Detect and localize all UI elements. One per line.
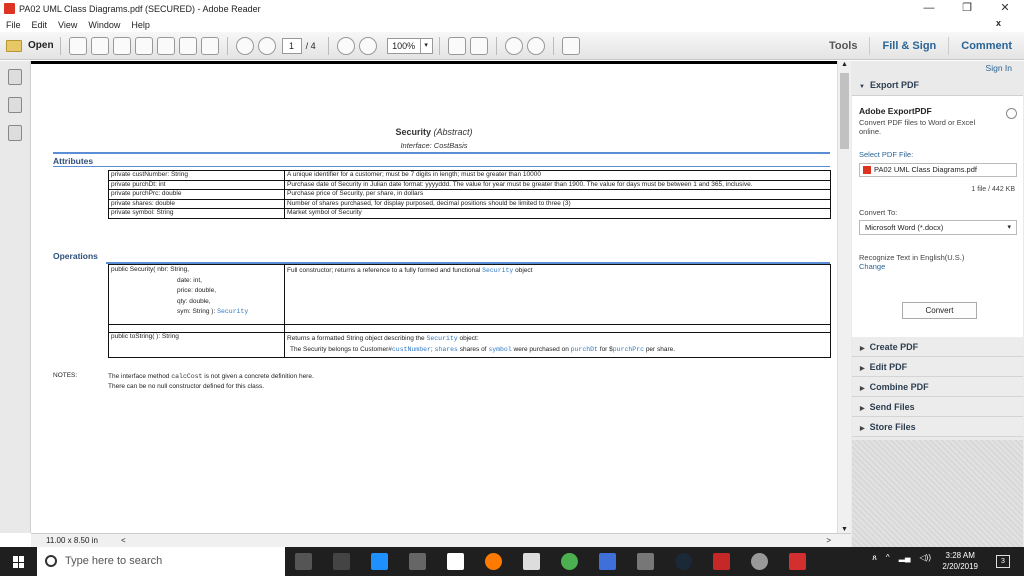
spacer-cell (285, 325, 831, 333)
interface-label: Interface: CostBasis (400, 141, 468, 150)
maximize-button[interactable]: ❐ (962, 2, 972, 14)
taskbar-apps (295, 553, 827, 570)
next-page-icon[interactable] (258, 37, 276, 55)
op-desc (285, 333, 831, 358)
panel-background (852, 440, 1023, 547)
convert-to-select[interactable] (859, 220, 1017, 235)
antivirus-icon[interactable] (713, 553, 730, 570)
change-language-link[interactable]: Change (859, 262, 886, 271)
attr-sig: private purchDt: int (109, 180, 285, 190)
table-row (109, 265, 831, 325)
pages-icon[interactable] (8, 97, 22, 113)
store-files-section[interactable] (852, 417, 1023, 437)
toolbar-separator (553, 37, 554, 55)
attr-desc: Purchase price of Security, per share, in dollars (285, 190, 831, 200)
attributes-rule (53, 166, 830, 167)
edge-icon[interactable] (371, 553, 388, 570)
section-label: Edit PDF (869, 362, 908, 372)
op-desc-text: shares of (459, 346, 487, 353)
sign-in-link[interactable]: Sign In (985, 63, 1012, 73)
open-button[interactable] (6, 40, 54, 52)
taskbar-search[interactable] (37, 547, 285, 576)
op-sig-line (111, 307, 282, 318)
op-desc-text: Full constructor; returns a reference to a fully formed and functional (287, 267, 481, 274)
zoom-input[interactable]: 100% (387, 38, 421, 54)
export-pdf-header[interactable] (859, 80, 919, 90)
tools-tab[interactable]: Tools (828, 40, 858, 52)
class-kind: (Abstract) (433, 127, 473, 137)
fullscreen-icon[interactable] (562, 37, 580, 55)
email-icon[interactable] (201, 37, 219, 55)
highlight-icon[interactable] (527, 37, 545, 55)
clock-date: 2/20/2019 (942, 562, 978, 571)
expanded-icon: ▼ (859, 84, 865, 90)
note-text: is not given a concrete definition here. (204, 373, 314, 380)
zoom-out-icon[interactable] (337, 37, 355, 55)
zoom-dropdown[interactable]: ▾ (421, 38, 433, 54)
note-line (108, 372, 314, 382)
network-icon[interactable]: ▂▄ (898, 553, 911, 562)
collapsed-icon: ▶ (860, 346, 865, 352)
op-desc (285, 265, 831, 325)
convert-to-label: Convert To: (859, 208, 898, 217)
lock-icon[interactable] (8, 69, 22, 85)
select-file-label: Select PDF File: (859, 150, 914, 159)
store-icon[interactable] (409, 553, 426, 570)
notes-label: NOTES: (53, 372, 78, 379)
export-title: Adobe ExportPDF (859, 106, 932, 116)
attr-sig: private purchPrc: double (109, 190, 285, 200)
send-files-section[interactable] (852, 397, 1023, 417)
op-sig-line: qty: double, (177, 297, 211, 305)
comment-icon[interactable] (505, 37, 523, 55)
attr-sig: private custNumber: String (109, 171, 285, 181)
operations-table (108, 264, 831, 358)
menu-view[interactable]: View (58, 19, 78, 30)
op-desc-code: symbol (488, 346, 512, 353)
table-row (109, 333, 831, 358)
table-row (109, 325, 831, 333)
op-desc-text: object: (459, 335, 479, 342)
document-view[interactable] (31, 61, 837, 533)
table-row (109, 190, 831, 200)
attributes-rule-top (53, 152, 830, 154)
class-title (31, 127, 837, 137)
page-top-border (31, 61, 837, 64)
toolbar-separator (328, 37, 329, 55)
table-row (109, 199, 831, 209)
folder-icon (6, 40, 22, 52)
op-sig (109, 265, 285, 325)
section-label: Store Files (869, 422, 916, 432)
tray-expand-icon[interactable]: ^ (885, 553, 890, 562)
op-desc-text: object (515, 267, 533, 274)
class-name: Security (395, 127, 431, 137)
window-title: PA02 UML Class Diagrams.pdf (SECURED) - Adobe Reader (19, 3, 261, 14)
cloud-upload-icon[interactable] (135, 37, 153, 55)
menu-bar (0, 17, 1024, 32)
people-icon[interactable]: ጸ (872, 553, 877, 562)
section-label: Create PDF (869, 342, 919, 352)
op-sig: public toString( ): String (109, 333, 285, 358)
adobe-reader-icon (4, 3, 15, 14)
scroll-up-icon[interactable]: ▲ (841, 61, 848, 68)
open-label: Open (28, 40, 54, 51)
task-view-icon[interactable] (333, 553, 350, 570)
save-icon[interactable] (157, 37, 175, 55)
toolbar-separator (227, 37, 228, 55)
chevron-down-icon: ▾ (1007, 224, 1011, 231)
firefox-icon[interactable] (485, 553, 502, 570)
page-total: / 4 (305, 40, 316, 51)
attr-desc: A unique identifier for a customer; must be 7 digits in length; must be greater than 10000 (285, 171, 831, 181)
menu-help[interactable]: Help (131, 19, 150, 30)
ocr-language (859, 253, 964, 271)
note-text: The interface method (108, 373, 170, 380)
table-row (109, 180, 831, 190)
toolbar-separator (60, 37, 61, 55)
table-row (109, 171, 831, 181)
menu-file[interactable]: File (6, 19, 21, 30)
attributes-table (108, 170, 831, 219)
create-pdf-section[interactable] (852, 337, 1023, 357)
toolbar (0, 32, 1024, 60)
word-icon[interactable] (599, 553, 616, 570)
attr-desc: Number of shares purchased, for display purposed, decimal positions should be limited to three (3) (285, 199, 831, 209)
steam-icon[interactable] (675, 553, 692, 570)
clock-time: 3:28 AM (945, 551, 975, 560)
scroll-down-icon[interactable]: ▼ (841, 526, 848, 533)
section-label: Combine PDF (869, 382, 929, 392)
alexa-icon[interactable] (637, 553, 654, 570)
convert-to-value: Microsoft Word (*.docx) (865, 223, 944, 232)
collapsed-icon: ▶ (860, 406, 865, 412)
menu-window[interactable]: Window (88, 19, 121, 30)
toolbar-separator (496, 37, 497, 55)
op-desc-text: ; (430, 346, 433, 353)
volume-icon[interactable]: ◁)) (919, 553, 931, 562)
op-desc-text: The Security belongs to Customer# (290, 346, 392, 353)
minimize-button[interactable]: — (923, 2, 935, 14)
attr-desc: Market symbol of Security (285, 209, 831, 219)
op-sig-text: sym: String ): (177, 308, 216, 315)
op-sig-line: date: int, (177, 276, 202, 284)
taskbar (0, 547, 1024, 576)
notification-icon[interactable]: 3 (996, 555, 1010, 568)
tools-panel (851, 61, 1024, 547)
status-bar (31, 533, 851, 547)
op-desc-code: shares (434, 346, 458, 353)
print-icon[interactable] (179, 37, 197, 55)
op-desc-line (287, 344, 828, 355)
adobe-reader-taskbar-icon[interactable] (789, 553, 806, 570)
page-dimensions: 11.00 x 8.50 in (46, 536, 98, 545)
op-desc-text: per share. (645, 346, 676, 353)
note-line: There can be no null constructor defined for this class. (108, 383, 265, 390)
microphone-icon[interactable] (295, 553, 312, 570)
op-desc-line (287, 333, 828, 344)
attributes-heading: Attributes (53, 156, 94, 166)
file-icon[interactable] (523, 553, 540, 570)
export-pdf-section (852, 95, 1023, 339)
search-icon (45, 555, 57, 567)
combine-pdf-section[interactable] (852, 377, 1023, 397)
windows-start-icon[interactable] (13, 556, 25, 568)
collapsed-icon: ▶ (860, 386, 865, 392)
settings-icon[interactable] (1006, 108, 1017, 119)
fit-page-icon[interactable] (448, 37, 466, 55)
title-bar (0, 0, 1024, 17)
op-desc-text: were purchased on (513, 346, 569, 353)
close-document-button[interactable]: x (995, 18, 1001, 28)
fit-width-icon[interactable] (470, 37, 488, 55)
convert-button[interactable]: Convert (902, 302, 977, 319)
section-label: Send Files (869, 402, 915, 412)
previous-page-icon[interactable] (236, 37, 254, 55)
op-desc-code: purchPrc (612, 346, 644, 353)
menu-edit[interactable]: Edit (31, 19, 48, 30)
collapsed-icon: ▶ (860, 426, 865, 432)
attr-sig: private symbol: String (109, 209, 285, 219)
attr-sig: private shares: double (109, 199, 285, 209)
chrome-icon[interactable] (561, 553, 578, 570)
zoom-in-icon[interactable] (359, 37, 377, 55)
table-row (109, 209, 831, 219)
notes-text (108, 372, 314, 392)
op-return-type: Security (217, 308, 249, 315)
note-code: calcCost (171, 373, 203, 380)
recognize-text: Recognize Text in English(U.S.) (859, 253, 965, 262)
navigation-pane (0, 61, 31, 533)
edit-pdf-section[interactable] (852, 357, 1023, 377)
attachment-icon[interactable] (8, 125, 22, 141)
search-placeholder: Type here to search (65, 555, 163, 567)
toolbar-separator (439, 37, 440, 55)
op-sig-line: price: double, (177, 287, 217, 294)
spacer-cell (109, 325, 285, 333)
export-description: Convert PDF files to Word or Excel online. (859, 118, 976, 136)
file-info: 1 file / 442 KB (971, 186, 1015, 193)
scroll-right-icon[interactable]: > (826, 536, 831, 545)
system-tray (872, 553, 931, 563)
amazon-icon[interactable] (447, 553, 464, 570)
selected-file[interactable]: PA02 UML Class Diagrams.pdf (859, 163, 1017, 177)
op-desc-code: Security (426, 335, 458, 342)
scroll-thumb[interactable] (840, 73, 849, 149)
export-pdf-label: Export PDF (869, 80, 919, 90)
op-desc-code: custNumber (391, 346, 431, 353)
operations-heading: Operations (53, 251, 98, 261)
page-number-input[interactable]: 1 (282, 38, 302, 54)
op-desc-code: purchDt (570, 346, 598, 353)
op-desc-code: Security (482, 267, 514, 274)
attr-desc: Purchase date of Security in Julian date format: yyyyddd. The value for year must be greater than 1900. The value for days must be between 1 and 365, inclusive. (285, 180, 831, 190)
clock[interactable] (942, 550, 978, 572)
op-desc-text: for $ (599, 346, 613, 353)
vertical-scrollbar[interactable] (837, 61, 851, 533)
fill-sign-tab[interactable]: Fill & Sign (882, 40, 937, 52)
comment-tab[interactable]: Comment (961, 40, 1012, 52)
close-button[interactable]: ✕ (1000, 2, 1010, 14)
collapsed-icon: ▶ (860, 366, 865, 372)
scroll-left-icon[interactable]: < (121, 536, 126, 545)
settings-gear-icon[interactable] (751, 553, 768, 570)
create-pdf-icon[interactable] (69, 37, 87, 55)
edit-icon[interactable] (113, 37, 131, 55)
op-sig-line: public Security( nbr: String, (111, 266, 190, 273)
share-icon[interactable] (91, 37, 109, 55)
op-desc-text: Returns a formatted String object describing the (287, 335, 425, 342)
